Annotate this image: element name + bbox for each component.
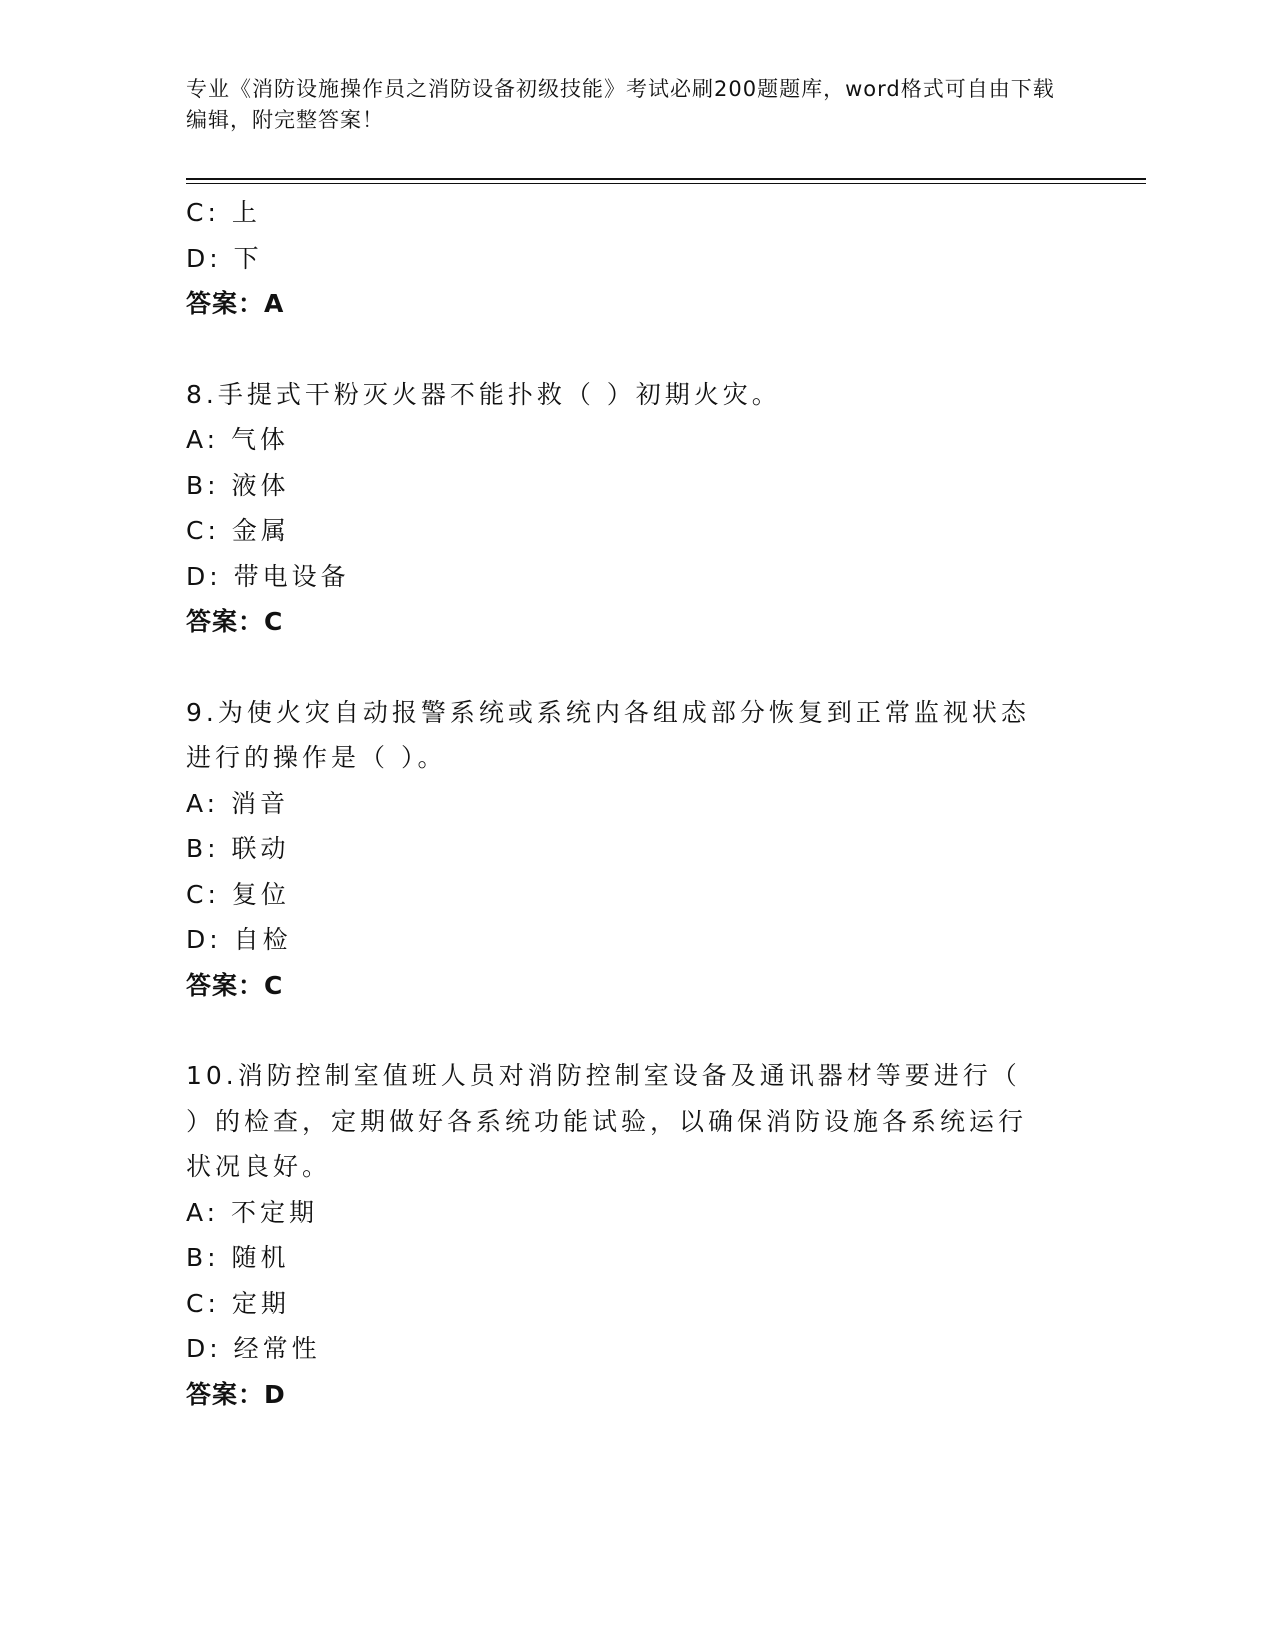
- option-text: 气体: [231, 425, 290, 454]
- option-line: [186, 554, 1046, 600]
- option-line: [186, 1235, 1046, 1281]
- option-text: 复位: [231, 879, 290, 909]
- option-letter: A:: [186, 788, 220, 818]
- option-letter: C:: [186, 516, 220, 545]
- answer-line: 答案：C: [186, 970, 284, 1000]
- option-letter: C:: [186, 1288, 220, 1318]
- option-line: [186, 190, 1046, 236]
- option-line: [186, 1190, 1046, 1236]
- option-letter: B:: [186, 1243, 220, 1272]
- option-text: 消音: [231, 788, 290, 818]
- header-divider: [186, 178, 1146, 180]
- option-letter: D:: [186, 243, 222, 273]
- option-letter: D:: [186, 1334, 222, 1363]
- option-line: [186, 236, 1046, 282]
- option-line: [186, 463, 1046, 509]
- option-text: 下: [233, 243, 263, 273]
- option-text: 经常性: [233, 1334, 321, 1363]
- option-text: 上: [231, 198, 261, 227]
- question-stem: 10.消防控制室值班人员对消防控制室设备及通讯器材等要进行（ ）的检查，定期做好各系统功能试验，以确保消防设施各系统运行状况良好。: [186, 1061, 1028, 1181]
- document-header: 专业《消防设施操作员之消防设备初级技能》考试必刷200题题库，word格式可自由下载编辑，附完整答案！: [186, 77, 1055, 132]
- option-letter: C:: [186, 879, 220, 909]
- option-letter: B:: [186, 834, 220, 863]
- option-text: 联动: [231, 834, 290, 863]
- option-text: 金属: [231, 516, 290, 545]
- option-text: 液体: [231, 470, 290, 500]
- option-text: 定期: [231, 1288, 290, 1318]
- option-text: 随机: [231, 1243, 290, 1272]
- option-letter: C:: [186, 198, 220, 227]
- spacer: [186, 1008, 1046, 1053]
- option-line: [186, 826, 1046, 872]
- option-line: [186, 1326, 1046, 1372]
- option-text: 不定期: [231, 1197, 319, 1227]
- question-list: [186, 190, 1046, 1417]
- option-text: 带电设备: [233, 561, 350, 591]
- answer-line: 答案：A: [186, 289, 285, 318]
- header-divider-thin: [186, 183, 1146, 184]
- option-letter: D:: [186, 561, 222, 591]
- spacer: [186, 327, 1046, 372]
- option-line: [186, 508, 1046, 554]
- answer-line: 答案：C: [186, 607, 284, 636]
- option-line: [186, 1281, 1046, 1327]
- option-text: 自检: [233, 925, 292, 954]
- option-line: [186, 872, 1046, 918]
- option-letter: A:: [186, 425, 220, 454]
- option-letter: B:: [186, 470, 220, 500]
- option-line: [186, 417, 1046, 463]
- option-letter: A:: [186, 1197, 220, 1227]
- option-line: [186, 781, 1046, 827]
- option-letter: D:: [186, 925, 222, 954]
- answer-line: 答案：D: [186, 1379, 286, 1409]
- question-stem: 8.手提式干粉灭火器不能扑救（ ）初期火灾。: [186, 379, 781, 409]
- question-stem: 9.为使火灾自动报警系统或系统内各组成部分恢复到正常监视状态进行的操作是（ ）。: [186, 697, 1030, 772]
- spacer: [186, 645, 1046, 690]
- option-line: [186, 917, 1046, 963]
